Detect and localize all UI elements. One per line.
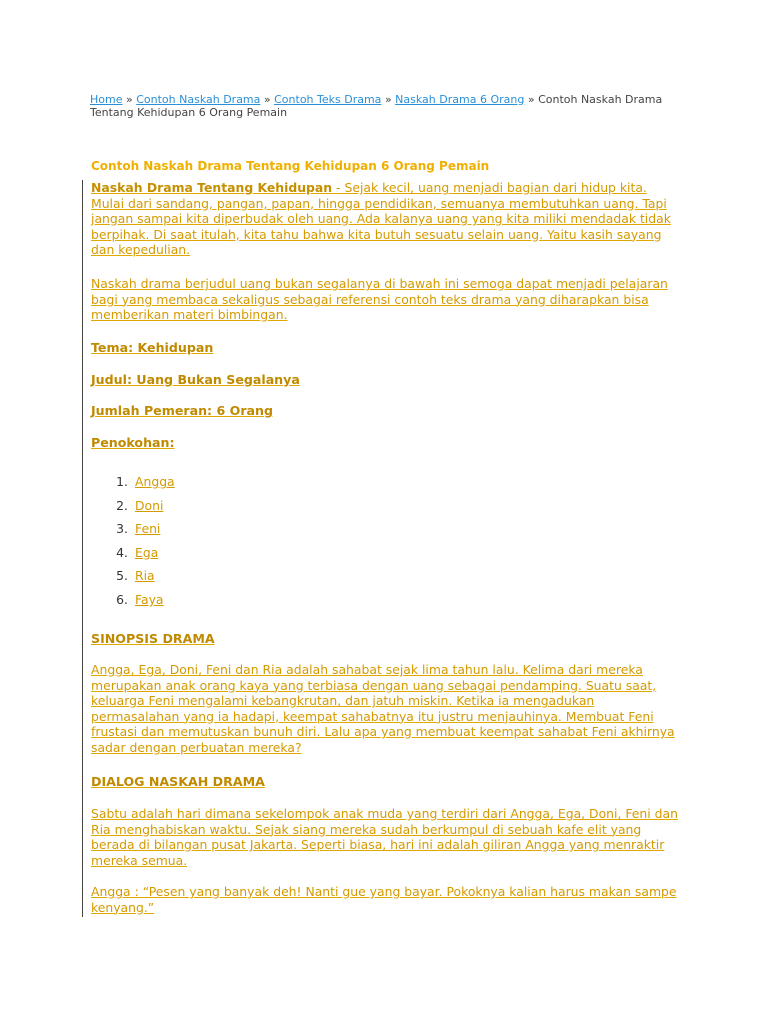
list-number: 2. bbox=[116, 497, 128, 513]
breadcrumb-current: Contoh Naskah Drama Tentang Kehidupan 6 Orang Pemain bbox=[90, 93, 663, 119]
list-number: 3. bbox=[116, 521, 128, 537]
breadcrumb-separator: » bbox=[125, 93, 133, 106]
cast-name-link[interactable]: Ega bbox=[135, 544, 159, 560]
breadcrumb-naskah-drama-6-orang-link[interactable]: Naskah Drama 6 Orang bbox=[395, 93, 525, 106]
cast-count-heading[interactable]: Jumlah Pemeran: 6 Orang bbox=[91, 403, 274, 418]
cast-name-link[interactable]: Angga bbox=[135, 474, 175, 489]
breadcrumb bbox=[90, 93, 690, 119]
cast-name-link[interactable]: Feni bbox=[135, 521, 161, 537]
breadcrumb-home-link[interactable]: Home bbox=[90, 93, 123, 106]
breadcrumb-separator: » bbox=[384, 93, 392, 106]
synopsis-heading[interactable]: SINOPSIS DRAMA bbox=[91, 631, 215, 646]
characterization-heading[interactable]: Penokohan: bbox=[91, 435, 175, 450]
theme-heading[interactable]: Tema: Kehidupan bbox=[91, 340, 214, 355]
breadcrumb-separator: » bbox=[263, 93, 271, 106]
title-heading[interactable]: Judul: Uang Bukan Segalanya bbox=[91, 372, 300, 387]
list-number: 6. bbox=[116, 591, 128, 607]
breadcrumb-separator: » bbox=[527, 93, 535, 106]
intro-paragraph[interactable] bbox=[91, 180, 681, 258]
post-title: Contoh Naskah Drama Tentang Kehidupan 6 Orang Pemain bbox=[91, 159, 490, 174]
intro-lead: Naskah Drama Tentang Kehidupan bbox=[91, 180, 333, 195]
list-number: 5. bbox=[116, 568, 128, 584]
dialog-intro-paragraph[interactable]: Sabtu adalah hari dimana sekelompok anak muda yang terdiri dari Angga, Ega, Doni, Feni dan Ria menghabiskan waktu. Sejak siang mereka sudah berkumpul di sebuah kafe elit yang berada di bilangan pusat Jakarta. Seperti biasa, hari ini adalah giliran Angga yang menraktir mereka semua. bbox=[91, 806, 678, 868]
list-number: 1. bbox=[116, 474, 128, 489]
dialog-heading[interactable]: DIALOG NASKAH DRAMA bbox=[91, 774, 265, 789]
intro-text: - Sejak kecil, uang menjadi bagian dari hidup kita. Mulai dari sandang, pangan, papan, hingga pendidikan, semuanya membutuhkan uang. Tapi jangan sampai kita diperbudak oleh uang. Ada kalanya uang yang kita miliki mendadak tidak berpihak. Di saat itulah, kita tahu bahwa kita butuh sesuatu selain uang. Yaitu kasih sayang dan kepedulian. bbox=[91, 180, 671, 257]
synopsis-paragraph[interactable]: Angga, Ega, Doni, Feni dan Ria adalah sahabat sejak lima tahun lalu. Kelima dari mereka merupakan anak orang kaya yang terbiasa dengan uang sebagai pendamping. Suatu saat, keluarga Feni mengalami kebangkrutan, dan jatuh miskin. Ketika ia mengadukan permasalahan yang ia hadapi, keempat sahabatnya itu justru menjauhinya. Membuat Feni frustasi dan memutuskan bunuh diri. Lalu apa yang membuat keempat sahabat Feni akhirnya sadar dengan perbuatan mereka? bbox=[91, 662, 675, 755]
breadcrumb-contoh-naskah-drama-link[interactable]: Contoh Naskah Drama bbox=[136, 93, 261, 106]
list-number: 4. bbox=[116, 544, 128, 560]
post-body bbox=[82, 180, 682, 917]
intro-paragraph-2[interactable]: Naskah drama berjudul uang bukan segalanya di bawah ini semoga dapat menjadi pelajaran bagi yang membaca sekaligus sebagai referensi contoh teks drama yang diharapkan bisa memberikan materi bimbingan. bbox=[91, 276, 668, 322]
dialog-line[interactable]: Angga : “Pesen yang banyak deh! Nanti gue yang bayar. Pokoknya kalian harus makan sampe kenyang.” bbox=[91, 884, 677, 915]
cast-name-link[interactable]: Faya bbox=[135, 591, 164, 607]
cast-name-link[interactable]: Ria bbox=[135, 568, 155, 584]
breadcrumb-contoh-teks-drama-link[interactable]: Contoh Teks Drama bbox=[274, 93, 382, 106]
cast-name-link[interactable]: Doni bbox=[135, 497, 164, 513]
